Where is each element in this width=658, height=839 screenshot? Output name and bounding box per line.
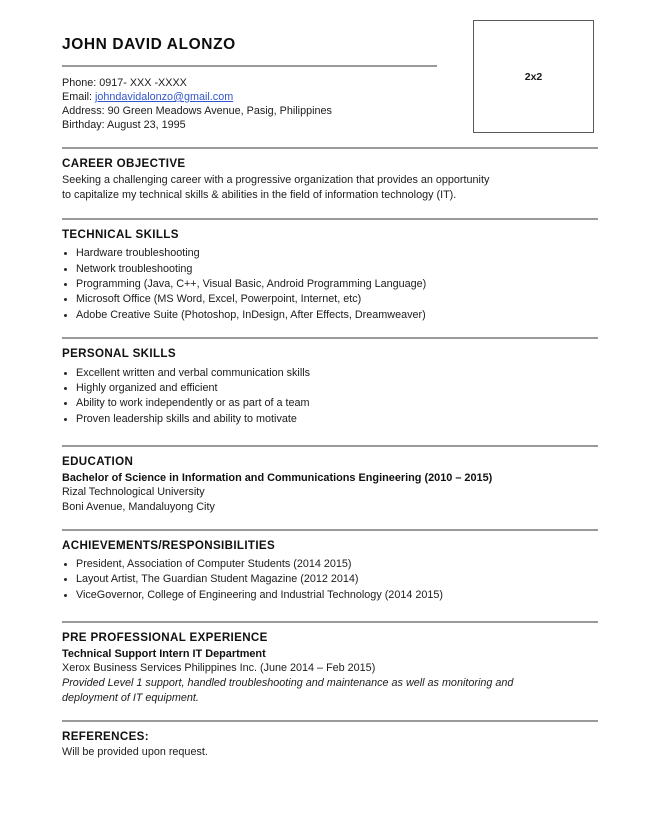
personal-skills-list	[62, 366, 598, 428]
contact-phone	[62, 76, 598, 90]
resume-content	[62, 0, 598, 759]
list-item-text: Proven leadership skills and ability to motivate	[76, 412, 297, 425]
experience-description-line-2: deployment of IT equipment.	[62, 692, 199, 705]
education-school: Rizal Technological University	[62, 486, 205, 499]
list-item-text: President, Association of Computer Students (2014 2015)	[76, 558, 352, 571]
section-technical-skills	[62, 218, 598, 324]
section-heading-technical-skills: TECHNICAL SKILLS	[62, 227, 179, 241]
birthday-label: Birthday:	[62, 119, 105, 132]
experience-description-line-1: Provided Level 1 support, handled troubleshooting and maintenance as well as monitoring and	[62, 676, 514, 689]
achievements-list	[62, 557, 598, 603]
bullet-icon	[64, 372, 67, 375]
list-item-text: Adobe Creative Suite (Photoshop, InDesign, After Effects, Dreamweaver)	[76, 308, 426, 321]
header-divider	[62, 65, 437, 67]
bullet-icon	[64, 563, 67, 566]
list-item	[62, 292, 598, 307]
section-heading-experience: PRE PROFESSIONAL EXPERIENCE	[62, 631, 268, 645]
birthday-value: August 23, 1995	[107, 119, 186, 132]
section-achievements	[62, 529, 598, 604]
list-item-text: ViceGovernor, College of Engineering and Industrial Technology (2014 2015)	[76, 588, 443, 601]
education-location: Boni Avenue, Mandaluyong City	[62, 500, 215, 513]
section-references	[62, 720, 598, 759]
section-experience	[62, 621, 598, 706]
section-career-objective	[62, 147, 598, 204]
education-degree: Bachelor of Science in Information and Communications Engineering (2010 – 2015)	[62, 471, 493, 484]
section-personal-skills	[62, 337, 598, 427]
section-education	[62, 445, 598, 514]
phone-value: 0917- XXX -XXXX	[99, 76, 187, 89]
list-item	[62, 366, 598, 381]
list-item-text: Ability to work independently or as part of a team	[76, 397, 310, 410]
list-item	[62, 588, 598, 603]
list-item	[62, 396, 598, 411]
list-item-text: Network troubleshooting	[76, 262, 193, 275]
list-item-text: Hardware troubleshooting	[76, 247, 200, 260]
bullet-icon	[64, 314, 67, 317]
bullet-icon	[64, 594, 67, 597]
address-value: 90 Green Meadows Avenue, Pasig, Philippines	[107, 105, 332, 118]
bullet-icon	[64, 387, 67, 390]
section-heading-personal-skills: PERSONAL SKILLS	[62, 347, 176, 361]
list-item-text: Excellent written and verbal communication skills	[76, 366, 311, 379]
address-label: Address:	[62, 105, 105, 118]
list-item-text: Programming (Java, C++, Visual Basic, Android Programming Language)	[76, 277, 427, 290]
references-text: Will be provided upon request.	[62, 745, 208, 758]
list-item	[62, 412, 598, 427]
contact-email	[62, 90, 598, 104]
experience-company: Xerox Business Services Philippines Inc. (June 2014 – Feb 2015)	[62, 662, 376, 675]
list-item-text: Layout Artist, The Guardian Student Magazine (2012 2014)	[76, 573, 359, 586]
bullet-icon	[64, 402, 67, 405]
list-item-text: Highly organized and efficient	[76, 382, 218, 395]
list-item	[62, 381, 598, 396]
career-objective-line-2: to capitalize my technical skills & abilities in the field of information technology (IT).	[62, 189, 457, 202]
bullet-icon	[64, 578, 67, 581]
contact-block	[62, 76, 598, 133]
candidate-name: JOHN DAVID ALONZO	[62, 36, 236, 53]
phone-label: Phone:	[62, 76, 97, 89]
list-item	[62, 262, 598, 277]
section-heading-achievements: ACHIEVEMENTS/RESPONSIBILITIES	[62, 538, 276, 552]
bullet-icon	[64, 268, 67, 271]
contact-birthday	[62, 118, 598, 132]
list-item	[62, 246, 598, 261]
experience-role: Technical Support Intern IT Department	[62, 647, 266, 660]
career-objective-line-1: Seeking a challenging career with a progressive organization that provides an opportunity	[62, 174, 490, 187]
email-link[interactable]: johndavidalonzo@gmail.com	[95, 90, 234, 103]
section-heading-references: REFERENCES:	[62, 730, 149, 744]
email-label: Email:	[62, 90, 92, 103]
bullet-icon	[64, 298, 67, 301]
list-item	[62, 572, 598, 587]
bullet-icon	[64, 283, 67, 286]
section-heading-career-objective: CAREER OBJECTIVE	[62, 156, 186, 170]
list-item	[62, 557, 598, 572]
list-item-text: Microsoft Office (MS Word, Excel, Powerpoint, Internet, etc)	[76, 293, 362, 306]
list-item	[62, 308, 598, 323]
section-heading-education: EDUCATION	[62, 455, 134, 469]
photo-size-label: 2x2	[524, 70, 543, 83]
contact-address	[62, 104, 598, 118]
bullet-icon	[64, 418, 67, 421]
technical-skills-list	[62, 246, 598, 323]
bullet-icon	[64, 252, 67, 255]
list-item	[62, 277, 598, 292]
